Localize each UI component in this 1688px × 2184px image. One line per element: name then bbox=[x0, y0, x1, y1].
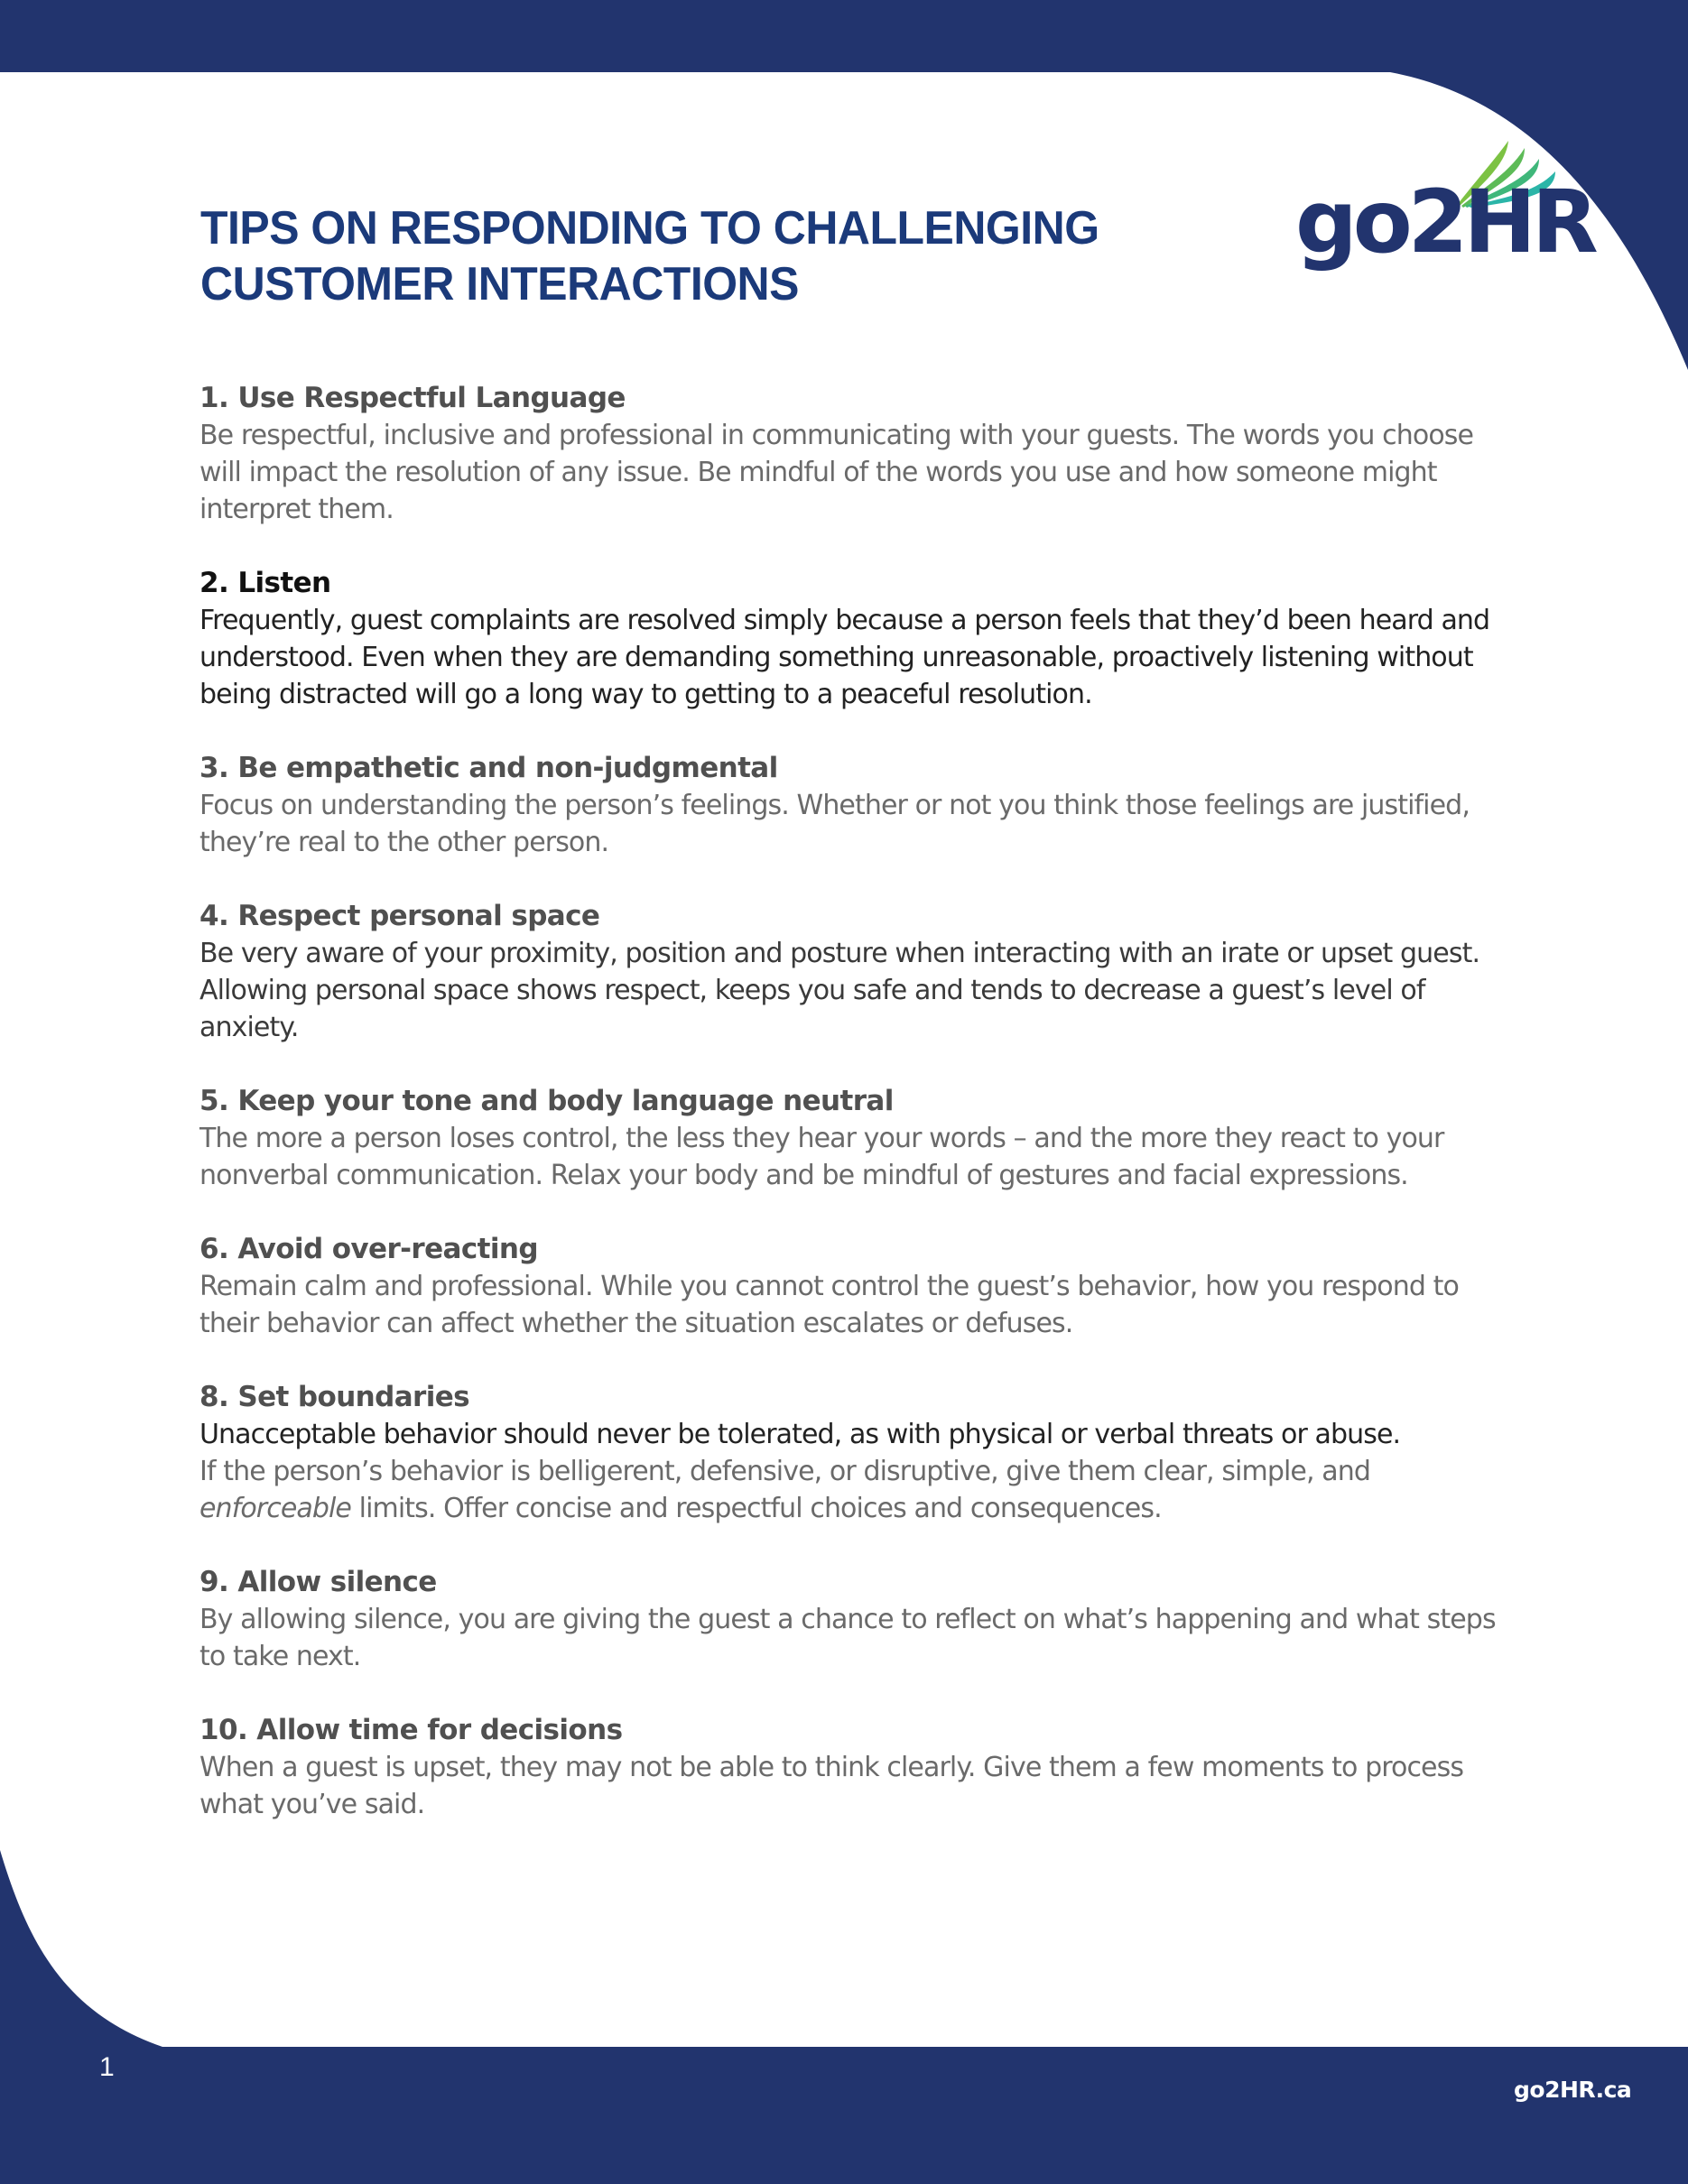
title-line-1: TIPS ON RESPONDING TO CHALLENGING bbox=[200, 202, 1099, 254]
tip-heading: 3. Be empathetic and non-judgmental bbox=[199, 752, 778, 784]
tip-body: By allowing silence, you are giving the guest a chance to reflect on what’s happening and what steps to take next. bbox=[199, 1604, 1496, 1672]
tip-heading: 4. Respect personal space bbox=[199, 900, 600, 932]
go2hr-logo bbox=[1295, 134, 1594, 278]
tip-heading: 5. Keep your tone and body language neutral bbox=[199, 1085, 894, 1117]
tip-body: Frequently, guest complaints are resolved simply because a person feels that they’d been heard and understood. Even when they are demanding something unreasonable, proactively listening without being distracted will go a long way to getting to a peaceful resolution. bbox=[199, 605, 1490, 710]
tip-item bbox=[199, 564, 1499, 713]
tip-heading: 2. Listen bbox=[199, 567, 331, 599]
tip-body: Focus on understanding the person’s feelings. Whether or not you think those feelings are justified, they’re real to the other person. bbox=[199, 790, 1470, 858]
footer-url: go2HR.ca bbox=[1514, 2077, 1632, 2103]
tip-body: Be very aware of your proximity, position and posture when interacting with an irate or upset guest. Allowing personal space shows respect, keeps you safe and tends to decrease a guest’s level of anxiety. bbox=[199, 938, 1480, 1043]
tip-item bbox=[199, 1378, 1499, 1527]
tips-list bbox=[199, 379, 1499, 1859]
tip-heading: 1. Use Respectful Language bbox=[199, 382, 626, 414]
tip-item bbox=[199, 1230, 1499, 1342]
logo-text: go2HR bbox=[1295, 171, 1594, 273]
tip-heading: 6. Avoid over-reacting bbox=[199, 1233, 538, 1265]
tip-item bbox=[199, 1563, 1499, 1675]
tip-body: The more a person loses control, the less they hear your words – and the more they react to your nonverbal communication. Relax your body and be mindful of gestures and facial expressions. bbox=[199, 1123, 1444, 1191]
tip-body-italic: enforceable bbox=[199, 1493, 351, 1524]
tip-body-part: limits. Offer concise and respectful choices and consequences. bbox=[351, 1493, 1162, 1524]
tip-body: When a guest is upset, they may not be able to think clearly. Give them a few moments to process what you’ve said. bbox=[199, 1752, 1464, 1820]
tip-heading: 9. Allow silence bbox=[199, 1566, 437, 1598]
tip-item bbox=[199, 379, 1499, 528]
tip-body bbox=[199, 1453, 1499, 1527]
tip-heading: 10. Allow time for decisions bbox=[199, 1714, 623, 1746]
tip-item bbox=[199, 1082, 1499, 1194]
tip-item bbox=[199, 749, 1499, 861]
tip-body: Be respectful, inclusive and professional in communicating with your guests. The words you choose will impact the resolution of any issue. Be mindful of the words you use and how someone might interpret them. bbox=[199, 420, 1474, 525]
tip-body-part: If the person’s behavior is belligerent, defensive, or disruptive, give them clear, simple, and bbox=[199, 1456, 1370, 1487]
tip-body: Remain calm and professional. While you cannot control the guest’s behavior, how you respond to their behavior can affect whether the situation escalates or defuses. bbox=[199, 1271, 1459, 1339]
tip-item bbox=[199, 897, 1499, 1046]
tip-body-line: Unacceptable behavior should never be tolerated, as with physical or verbal threats or abuse. bbox=[199, 1419, 1401, 1450]
tip-heading: 8. Set boundaries bbox=[199, 1381, 470, 1413]
title-line-2: CUSTOMER INTERACTIONS bbox=[200, 258, 799, 310]
page-number: 1 bbox=[99, 2052, 115, 2082]
document-title bbox=[200, 200, 1099, 312]
tip-item bbox=[199, 1711, 1499, 1823]
